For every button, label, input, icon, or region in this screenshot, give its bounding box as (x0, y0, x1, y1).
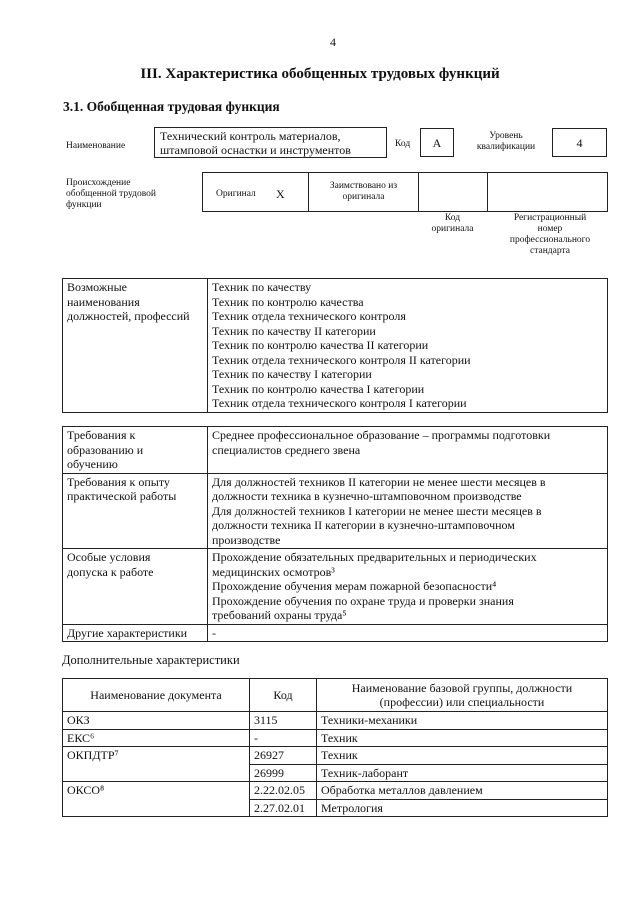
position-item: Техник по качеству (212, 280, 312, 294)
table-row (63, 782, 608, 800)
position-item: Техник по контролю качества I категории (212, 381, 425, 396)
table-row (63, 729, 608, 747)
cell-name: Техник (317, 747, 608, 765)
origin-label-line: обобщенной трудовой (66, 189, 156, 199)
function-name-box (154, 127, 387, 158)
table-header-row (63, 679, 608, 712)
borrowed-label-line: Заимствовано из (329, 181, 398, 191)
original-label: Оригинал (216, 189, 256, 199)
code-caption-line: Код (444, 213, 461, 223)
position-item: Техник отдела технического контроля I категории (212, 396, 467, 410)
code-value: А (420, 128, 454, 157)
requirement-label (63, 624, 208, 642)
level-label (466, 131, 546, 153)
position-item: Техник по контролю качества II категории (212, 338, 429, 352)
cell-doc: ОКСО⁸ (63, 782, 250, 817)
additional-title: Дополнительные характеристики (62, 653, 240, 667)
cell-code: 26999 (250, 764, 317, 782)
cell-code: 2.27.02.01 (250, 799, 317, 817)
position-item: Техник отдела технического контроля (212, 309, 406, 323)
position-item: Техник отдела технического контроля II категории (212, 352, 471, 367)
cell-name: Техники-механики (317, 712, 608, 730)
additional-table (62, 678, 608, 817)
cell-code: 3115 (250, 712, 317, 730)
section-title: III. Характеристика обобщенных трудовых функций (140, 66, 500, 82)
code-caption-line: оригинала (431, 224, 474, 234)
function-name-line: штамповой оснастки и инструментов (160, 143, 351, 157)
code-label: Код (395, 139, 411, 149)
header-doc: Наименование документа (63, 679, 250, 712)
requirement-line: требований охраны труда⁵ (212, 608, 347, 622)
reg-caption-line: профессионального (509, 235, 591, 245)
cell-code: - (250, 729, 317, 747)
requirement-row (63, 624, 608, 642)
requirement-label (63, 427, 208, 474)
subsection-title: 3.1. Обобщенная трудовая функция (63, 99, 280, 114)
requirements-table (62, 426, 608, 642)
positions-label-line: должностей, профессий (67, 309, 190, 323)
requirement-line: Среднее профессиональное образование – программы подготовки (212, 428, 551, 442)
positions-table (62, 278, 608, 413)
positions-label-line: наименования (67, 294, 140, 309)
header-code: Код (250, 679, 317, 712)
requirement-label-line: обучению (67, 457, 118, 471)
requirement-value (208, 473, 608, 549)
requirement-line: производстве (212, 532, 281, 547)
name-label: Наименование (66, 141, 126, 151)
cell-doc: ОКЗ (63, 712, 250, 730)
requirement-value (208, 427, 608, 474)
borrowed-label (312, 181, 415, 203)
page-number: 4 (330, 35, 336, 49)
positions-list (208, 279, 608, 413)
requirement-label-line: Требования к опыту (67, 474, 170, 489)
requirement-line: специалистов среднего звена (212, 442, 361, 457)
requirement-line: Прохождение обучения по охране труда и проверки знания (212, 593, 514, 608)
original-mark: X (276, 187, 285, 201)
requirement-label-line: допуска к работе (67, 564, 154, 579)
requirement-line: должности техника в кузнечно-штамповочном производстве (212, 489, 522, 503)
positions-label (63, 279, 208, 413)
reg-caption-line: стандарта (530, 246, 570, 256)
divider (308, 172, 309, 212)
requirement-line: Для должностей техников II категории не менее шести месяцев в (212, 474, 546, 489)
requirement-line: - (212, 625, 216, 640)
requirement-label (63, 473, 208, 549)
requirement-line: Для должностей техников I категории не менее шести месяцев в (212, 503, 542, 518)
requirement-label-line: Особые условия (67, 550, 151, 564)
cell-doc: ОКПДТР⁷ (63, 747, 250, 782)
function-name-line: Технический контроль материалов, (160, 129, 341, 143)
requirement-label-line: практической работы (67, 489, 177, 503)
requirement-label-line: образованию и (67, 442, 144, 457)
requirement-line: Прохождение обучения мерам пожарной безопасности⁴ (212, 579, 497, 593)
level-label-line: квалификации (476, 142, 536, 152)
origin-label-line: функции (66, 200, 102, 210)
requirement-line: Прохождение обязательных предварительных и периодических (212, 550, 537, 564)
cell-code: 2.22.02.05 (250, 782, 317, 800)
origin-label (66, 178, 156, 211)
requirement-row (63, 473, 608, 549)
header-name: Наименование базовой группы, должности (профессии) или специальности (317, 679, 608, 712)
cell-code: 26927 (250, 747, 317, 765)
table-row (63, 747, 608, 765)
code-caption (418, 213, 487, 235)
cell-doc: ЕКС⁶ (63, 729, 250, 747)
divider (487, 172, 488, 212)
cell-name: Техник (317, 729, 608, 747)
level-value: 4 (552, 128, 607, 157)
level-label-line: Уровень (489, 131, 523, 141)
requirement-label-line: Другие характеристики (67, 625, 188, 640)
origin-label-line: Происхождение (66, 178, 131, 188)
reg-caption (490, 213, 610, 257)
cell-name: Обработка металлов давлением (317, 782, 608, 800)
requirement-row (63, 427, 608, 474)
borrowed-label-line: оригинала (342, 192, 385, 202)
requirement-value (208, 549, 608, 625)
cell-name: Техник-лаборант (317, 764, 608, 782)
cell-name: Метрология (317, 799, 608, 817)
reg-caption-line: номер (537, 224, 563, 234)
position-item: Техник по качеству II категории (212, 323, 376, 338)
requirement-line: должности техника II категории в кузнечно-штамповочном (212, 518, 515, 532)
table-row (63, 712, 608, 730)
divider (418, 172, 419, 212)
requirement-line: медицинских осмотров³ (212, 564, 335, 579)
requirement-label-line: Требования к (67, 428, 136, 442)
requirement-label (63, 549, 208, 625)
position-item: Техник по качеству I категории (212, 367, 372, 381)
positions-label-line: Возможные (67, 280, 127, 294)
requirement-row (63, 549, 608, 625)
requirement-value (208, 624, 608, 642)
reg-caption-line: Регистрационный (513, 213, 587, 223)
position-item: Техник по контролю качества (212, 294, 364, 309)
